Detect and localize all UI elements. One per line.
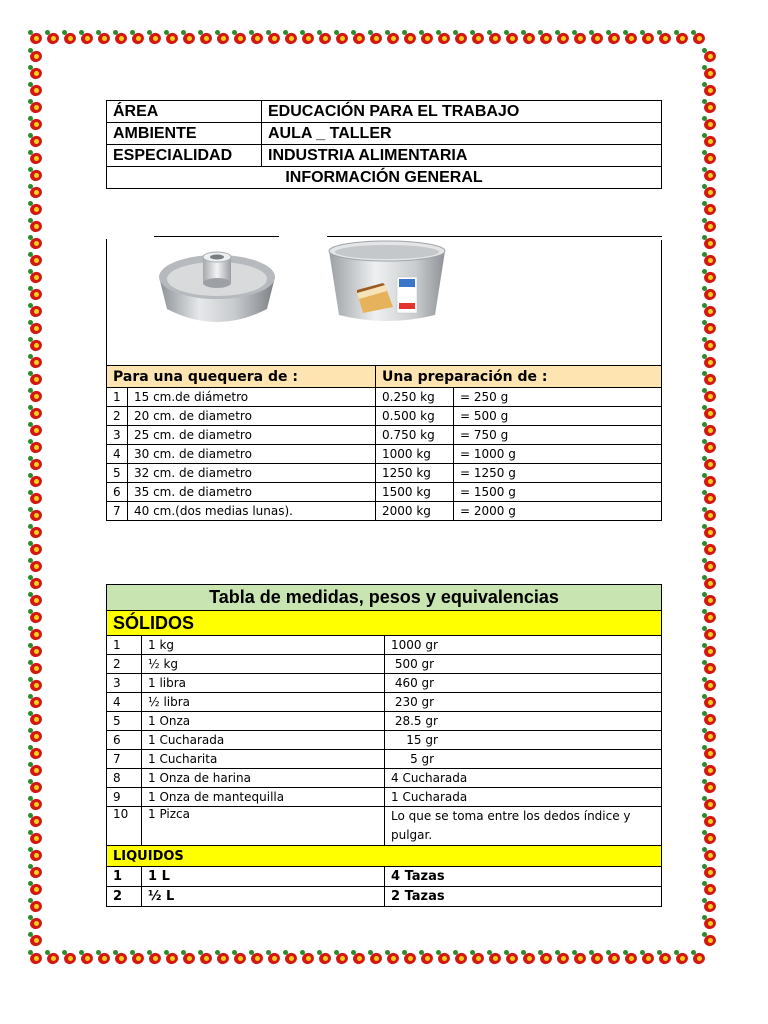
flower-ornament-icon	[351, 30, 367, 46]
measure-equivalent: 1 Cucharada	[385, 788, 662, 807]
flower-ornament-icon	[702, 167, 718, 183]
pan-size: 15 cm.de diámetro	[128, 388, 376, 407]
row-number: 2	[107, 887, 142, 907]
flower-ornament-icon	[28, 439, 44, 455]
measure-equivalent: 28.5 gr	[385, 712, 662, 731]
measure-item: 1 Pizca	[142, 807, 385, 846]
measure-item: 1 L	[142, 867, 385, 887]
weight-kg: 0.750 kg	[376, 426, 454, 445]
flower-ornament-icon	[28, 167, 44, 183]
flower-ornament-icon	[702, 694, 718, 710]
flower-ornament-icon	[215, 950, 231, 966]
flower-ornament-icon	[702, 150, 718, 166]
flower-ornament-icon	[702, 728, 718, 744]
weight-g: = 250 g	[454, 388, 662, 407]
header-info-table	[106, 100, 662, 189]
area-value: EDUCACIÓN PARA EL TRABAJO	[262, 101, 662, 123]
flower-ornament-icon	[28, 150, 44, 166]
flower-ornament-icon	[28, 745, 44, 761]
flower-ornament-icon	[470, 950, 486, 966]
flower-ornament-icon	[691, 950, 707, 966]
measure-equivalent: 460 gr	[385, 674, 662, 693]
pan-size: 40 cm.(dos medias lunas).	[128, 502, 376, 521]
measure-equivalent: 15 gr	[385, 731, 662, 750]
flower-ornament-icon	[266, 950, 282, 966]
measure-equivalent: 500 gr	[385, 655, 662, 674]
table-row	[107, 712, 662, 731]
row-number: 2	[107, 407, 128, 426]
table-row	[107, 750, 662, 769]
flower-ornament-icon	[28, 473, 44, 489]
flower-ornament-icon	[130, 30, 146, 46]
flower-ornament-icon	[28, 490, 44, 506]
flower-ornament-icon	[657, 30, 673, 46]
decorative-border-top	[28, 30, 720, 48]
measures-table	[106, 584, 662, 907]
flower-ornament-icon	[702, 48, 718, 64]
flower-ornament-icon	[702, 626, 718, 642]
flower-ornament-icon	[368, 950, 384, 966]
flower-ornament-icon	[28, 269, 44, 285]
round-cake-pan-icon	[327, 237, 447, 323]
row-number: 1	[107, 388, 128, 407]
flower-ornament-icon	[28, 609, 44, 625]
flower-ornament-icon	[28, 575, 44, 591]
table-row	[107, 407, 662, 426]
area-label: ÁREA	[107, 101, 262, 123]
pan-size-header: Para una quequera de :	[107, 366, 376, 388]
pan-size-table	[106, 365, 662, 521]
flower-ornament-icon	[28, 728, 44, 744]
flower-ornament-icon	[62, 30, 78, 46]
measure-equivalent: Lo que se toma entre los dedos índice y pulgar.	[385, 807, 662, 846]
measure-equivalent: 1000 gr	[385, 636, 662, 655]
flower-ornament-icon	[28, 456, 44, 472]
flower-ornament-icon	[28, 354, 44, 370]
weight-g: = 1500 g	[454, 483, 662, 502]
flower-ornament-icon	[28, 898, 44, 914]
solids-section-label: SÓLIDOS	[107, 611, 662, 636]
flower-ornament-icon	[702, 133, 718, 149]
flower-ornament-icon	[702, 269, 718, 285]
flower-ornament-icon	[674, 30, 690, 46]
table-row	[107, 693, 662, 712]
weight-kg: 1000 kg	[376, 445, 454, 464]
table-row	[107, 788, 662, 807]
table-row	[107, 731, 662, 750]
flower-ornament-icon	[702, 915, 718, 931]
flower-ornament-icon	[198, 30, 214, 46]
measure-item: ½ kg	[142, 655, 385, 674]
flower-ornament-icon	[572, 950, 588, 966]
table-row	[107, 636, 662, 655]
measure-item: 1 kg	[142, 636, 385, 655]
flower-ornament-icon	[79, 950, 95, 966]
flower-ornament-icon	[702, 830, 718, 846]
table-row	[107, 464, 662, 483]
flower-ornament-icon	[702, 252, 718, 268]
flower-ornament-icon	[606, 30, 622, 46]
flower-ornament-icon	[702, 779, 718, 795]
flower-ornament-icon	[623, 950, 639, 966]
flower-ornament-icon	[674, 950, 690, 966]
flower-ornament-icon	[702, 745, 718, 761]
measure-item: 1 Onza de mantequilla	[142, 788, 385, 807]
flower-ornament-icon	[198, 950, 214, 966]
flower-ornament-icon	[453, 30, 469, 46]
flower-ornament-icon	[28, 337, 44, 353]
flower-ornament-icon	[702, 320, 718, 336]
row-number: 7	[107, 502, 128, 521]
weight-kg: 1250 kg	[376, 464, 454, 483]
flower-ornament-icon	[702, 82, 718, 98]
flower-ornament-icon	[96, 30, 112, 46]
flower-ornament-icon	[470, 30, 486, 46]
flower-ornament-icon	[28, 626, 44, 642]
flower-ornament-icon	[164, 950, 180, 966]
measure-equivalent: 230 gr	[385, 693, 662, 712]
flower-ornament-icon	[702, 99, 718, 115]
flower-ornament-icon	[130, 950, 146, 966]
flower-ornament-icon	[453, 950, 469, 966]
especialidad-value: INDUSTRIA ALIMENTARIA	[262, 145, 662, 167]
flower-ornament-icon	[113, 950, 129, 966]
flower-ornament-icon	[521, 950, 537, 966]
flower-ornament-icon	[702, 558, 718, 574]
pan-size: 35 cm. de diametro	[128, 483, 376, 502]
flower-ornament-icon	[28, 133, 44, 149]
flower-ornament-icon	[436, 950, 452, 966]
flower-ornament-icon	[317, 30, 333, 46]
row-number: 8	[107, 769, 142, 788]
flower-ornament-icon	[702, 303, 718, 319]
flower-ornament-icon	[28, 252, 44, 268]
flower-ornament-icon	[28, 218, 44, 234]
flower-ornament-icon	[555, 950, 571, 966]
flower-ornament-icon	[538, 950, 554, 966]
flower-ornament-icon	[623, 30, 639, 46]
flower-ornament-icon	[181, 30, 197, 46]
flower-ornament-icon	[702, 864, 718, 880]
row-number: 6	[107, 483, 128, 502]
flower-ornament-icon	[28, 677, 44, 693]
flower-ornament-icon	[28, 711, 44, 727]
flower-ornament-icon	[702, 898, 718, 914]
flower-ornament-icon	[589, 30, 605, 46]
table-row	[107, 674, 662, 693]
flower-ornament-icon	[691, 30, 707, 46]
table-row	[107, 502, 662, 521]
flower-ornament-icon	[702, 490, 718, 506]
flower-ornament-icon	[249, 950, 265, 966]
flower-ornament-icon	[702, 439, 718, 455]
flower-ornament-icon	[702, 847, 718, 863]
flower-ornament-icon	[28, 950, 44, 966]
flower-ornament-icon	[702, 473, 718, 489]
section-row	[107, 846, 662, 867]
table-row	[107, 483, 662, 502]
measures-table-title: Tabla de medidas, pesos y equivalencias	[107, 585, 662, 611]
flower-ornament-icon	[28, 881, 44, 897]
decorative-border-right	[702, 48, 720, 950]
flower-ornament-icon	[702, 65, 718, 81]
flower-ornament-icon	[702, 643, 718, 659]
flower-ornament-icon	[28, 558, 44, 574]
flower-ornament-icon	[28, 932, 44, 948]
flower-ornament-icon	[28, 184, 44, 200]
row-number: 2	[107, 655, 142, 674]
weight-g: = 2000 g	[454, 502, 662, 521]
flower-ornament-icon	[164, 30, 180, 46]
flower-ornament-icon	[79, 30, 95, 46]
flower-ornament-icon	[28, 286, 44, 302]
table-row	[107, 769, 662, 788]
flower-ornament-icon	[436, 30, 452, 46]
flower-ornament-icon	[28, 303, 44, 319]
flower-ornament-icon	[300, 950, 316, 966]
table-row	[107, 101, 662, 123]
flower-ornament-icon	[702, 218, 718, 234]
flower-ornament-icon	[113, 30, 129, 46]
flower-ornament-icon	[702, 575, 718, 591]
weight-kg: 0.250 kg	[376, 388, 454, 407]
flower-ornament-icon	[538, 30, 554, 46]
flower-ornament-icon	[385, 30, 401, 46]
flower-ornament-icon	[487, 950, 503, 966]
flower-ornament-icon	[385, 950, 401, 966]
measure-equivalent: 2 Tazas	[385, 887, 662, 907]
flower-ornament-icon	[28, 762, 44, 778]
flower-ornament-icon	[702, 524, 718, 540]
flower-ornament-icon	[702, 371, 718, 387]
especialidad-label: ESPECIALIDAD	[107, 145, 262, 167]
flower-ornament-icon	[28, 524, 44, 540]
weight-kg: 1500 kg	[376, 483, 454, 502]
preparation-header: Una preparación de :	[376, 366, 662, 388]
flower-ornament-icon	[28, 320, 44, 336]
row-number: 10	[107, 807, 142, 846]
flower-ornament-icon	[702, 184, 718, 200]
measure-item: 1 libra	[142, 674, 385, 693]
flower-ornament-icon	[28, 694, 44, 710]
flower-ornament-icon	[28, 915, 44, 931]
table-row	[107, 145, 662, 167]
flower-ornament-icon	[702, 932, 718, 948]
ambiente-value: AULA _ TALLER	[262, 123, 662, 145]
flower-ornament-icon	[232, 950, 248, 966]
row-number: 4	[107, 445, 128, 464]
flower-ornament-icon	[702, 507, 718, 523]
weight-kg: 2000 kg	[376, 502, 454, 521]
row-number: 1	[107, 636, 142, 655]
flower-ornament-icon	[402, 950, 418, 966]
flower-ornament-icon	[28, 541, 44, 557]
flower-ornament-icon	[28, 201, 44, 217]
flower-ornament-icon	[28, 30, 44, 46]
flower-ornament-icon	[702, 609, 718, 625]
flower-ornament-icon	[521, 30, 537, 46]
flower-ornament-icon	[702, 541, 718, 557]
table-header-row	[107, 366, 662, 388]
flower-ornament-icon	[702, 388, 718, 404]
row-number: 3	[107, 426, 128, 445]
table-row	[107, 123, 662, 145]
flower-ornament-icon	[28, 422, 44, 438]
weight-g: = 1000 g	[454, 445, 662, 464]
weight-kg: 0.500 kg	[376, 407, 454, 426]
flower-ornament-icon	[28, 830, 44, 846]
flower-ornament-icon	[28, 99, 44, 115]
flower-ornament-icon	[300, 30, 316, 46]
cake-pans-image-area	[106, 236, 662, 366]
flower-ornament-icon	[702, 422, 718, 438]
flower-ornament-icon	[28, 779, 44, 795]
flower-ornament-icon	[317, 950, 333, 966]
measure-item: ½ L	[142, 887, 385, 907]
flower-ornament-icon	[702, 711, 718, 727]
row-number: 5	[107, 712, 142, 731]
flower-ornament-icon	[28, 507, 44, 523]
flower-ornament-icon	[45, 30, 61, 46]
flower-ornament-icon	[555, 30, 571, 46]
row-number: 6	[107, 731, 142, 750]
flower-ornament-icon	[702, 796, 718, 812]
flower-ornament-icon	[702, 201, 718, 217]
flower-ornament-icon	[96, 950, 112, 966]
liquids-section-label: LIQUIDOS	[107, 846, 662, 867]
flower-ornament-icon	[419, 950, 435, 966]
flower-ornament-icon	[232, 30, 248, 46]
table-row	[107, 445, 662, 464]
flower-ornament-icon	[28, 388, 44, 404]
flower-ornament-icon	[640, 950, 656, 966]
row-number: 1	[107, 867, 142, 887]
flower-ornament-icon	[702, 881, 718, 897]
weight-g: = 750 g	[454, 426, 662, 445]
flower-ornament-icon	[702, 813, 718, 829]
flower-ornament-icon	[368, 30, 384, 46]
table-row	[107, 887, 662, 907]
flower-ornament-icon	[215, 30, 231, 46]
table-title-row	[107, 585, 662, 611]
bundt-pan-icon	[155, 237, 279, 327]
flower-ornament-icon	[28, 116, 44, 132]
section-row	[107, 611, 662, 636]
flower-ornament-icon	[702, 235, 718, 251]
flower-ornament-icon	[351, 950, 367, 966]
flower-ornament-icon	[181, 950, 197, 966]
flower-ornament-icon	[28, 48, 44, 64]
row-number: 7	[107, 750, 142, 769]
flower-ornament-icon	[702, 762, 718, 778]
general-info-heading: INFORMACIÓN GENERAL	[107, 167, 662, 189]
weight-g: = 500 g	[454, 407, 662, 426]
flower-ornament-icon	[28, 643, 44, 659]
flower-ornament-icon	[334, 950, 350, 966]
flower-ornament-icon	[334, 30, 350, 46]
row-number: 9	[107, 788, 142, 807]
table-row	[107, 167, 662, 189]
flower-ornament-icon	[28, 405, 44, 421]
flower-ornament-icon	[62, 950, 78, 966]
flower-ornament-icon	[28, 813, 44, 829]
table-row	[107, 807, 662, 846]
measure-item: 1 Cucharita	[142, 750, 385, 769]
flower-ornament-icon	[28, 592, 44, 608]
measure-equivalent: 5 gr	[385, 750, 662, 769]
flower-ornament-icon	[28, 65, 44, 81]
flower-ornament-icon	[419, 30, 435, 46]
table-row	[107, 655, 662, 674]
flower-ornament-icon	[589, 950, 605, 966]
row-number: 3	[107, 674, 142, 693]
flower-ornament-icon	[702, 592, 718, 608]
flower-ornament-icon	[28, 660, 44, 676]
pan-size: 25 cm. de diametro	[128, 426, 376, 445]
flower-ornament-icon	[249, 30, 265, 46]
flower-ornament-icon	[147, 950, 163, 966]
measure-item: ½ libra	[142, 693, 385, 712]
flower-ornament-icon	[657, 950, 673, 966]
flower-ornament-icon	[702, 660, 718, 676]
pan-size: 30 cm. de diametro	[128, 445, 376, 464]
flower-ornament-icon	[702, 286, 718, 302]
flower-ornament-icon	[45, 950, 61, 966]
weight-g: = 1250 g	[454, 464, 662, 483]
flower-ornament-icon	[702, 337, 718, 353]
flower-ornament-icon	[28, 864, 44, 880]
flower-ornament-icon	[28, 82, 44, 98]
flower-ornament-icon	[702, 354, 718, 370]
pan-size: 32 cm. de diametro	[128, 464, 376, 483]
flower-ornament-icon	[28, 235, 44, 251]
decorative-border-bottom	[28, 950, 720, 968]
flower-ornament-icon	[283, 950, 299, 966]
flower-ornament-icon	[504, 30, 520, 46]
table-row	[107, 867, 662, 887]
row-number: 5	[107, 464, 128, 483]
flower-ornament-icon	[28, 796, 44, 812]
row-number: 4	[107, 693, 142, 712]
measure-equivalent: 4 Cucharada	[385, 769, 662, 788]
ambiente-label: AMBIENTE	[107, 123, 262, 145]
flower-ornament-icon	[147, 30, 163, 46]
flower-ornament-icon	[28, 847, 44, 863]
flower-ornament-icon	[283, 30, 299, 46]
flower-ornament-icon	[702, 405, 718, 421]
measure-equivalent: 4 Tazas	[385, 867, 662, 887]
flower-ornament-icon	[572, 30, 588, 46]
flower-ornament-icon	[487, 30, 503, 46]
measure-item: 1 Onza de harina	[142, 769, 385, 788]
flower-ornament-icon	[28, 371, 44, 387]
flower-ornament-icon	[640, 30, 656, 46]
flower-ornament-icon	[504, 950, 520, 966]
flower-ornament-icon	[702, 677, 718, 693]
table-row	[107, 426, 662, 445]
measure-item: 1 Onza	[142, 712, 385, 731]
flower-ornament-icon	[266, 30, 282, 46]
flower-ornament-icon	[606, 950, 622, 966]
table-row	[107, 388, 662, 407]
flower-ornament-icon	[702, 116, 718, 132]
flower-ornament-icon	[402, 30, 418, 46]
decorative-border-left	[28, 48, 46, 950]
pan-size: 20 cm. de diametro	[128, 407, 376, 426]
measure-item: 1 Cucharada	[142, 731, 385, 750]
flower-ornament-icon	[702, 456, 718, 472]
